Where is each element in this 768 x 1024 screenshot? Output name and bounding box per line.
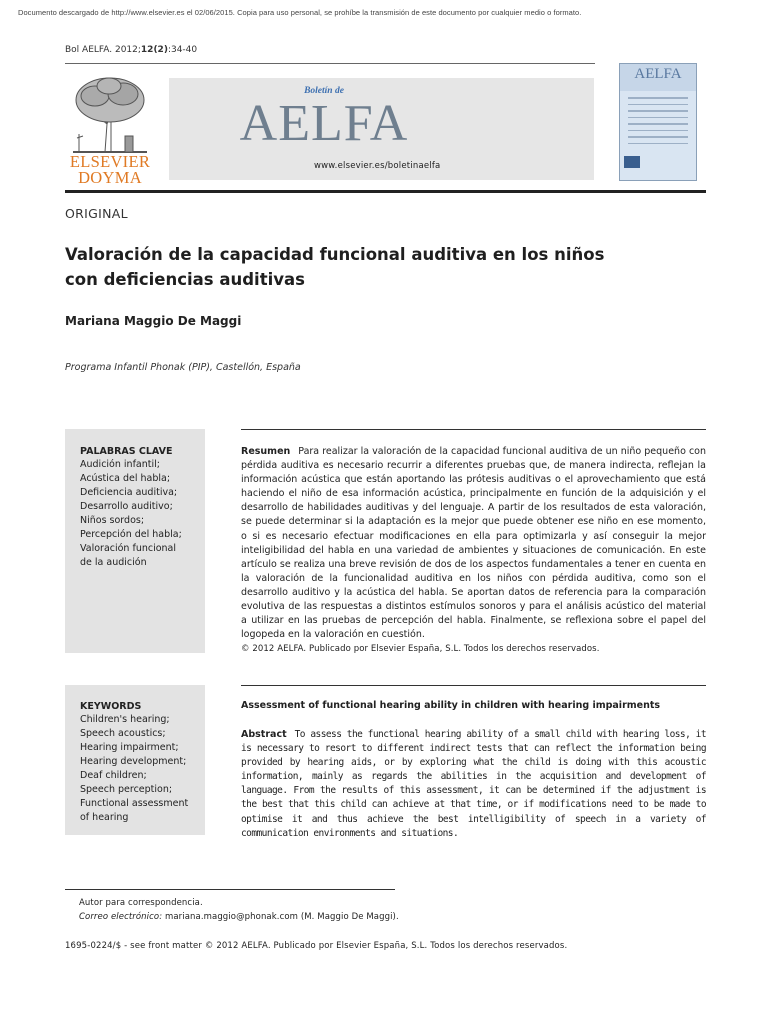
cover-contents xyxy=(628,97,688,149)
keywords-heading: PALABRAS CLAVE xyxy=(80,446,173,457)
keyword-item: of hearing xyxy=(80,812,129,823)
keyword-item: Hearing impairment; xyxy=(80,742,179,753)
keyword-item: Audición infantil; xyxy=(80,459,160,470)
keywords-box-english xyxy=(65,685,205,835)
keyword-item: Speech acoustics; xyxy=(80,728,166,739)
keywords-list xyxy=(80,458,205,570)
keyword-item: Percepción del habla; xyxy=(80,529,182,540)
footnote-email-label: Correo electrónico: xyxy=(79,912,163,922)
citation-prefix: Bol AELFA. 2012; xyxy=(65,45,141,55)
header-top-rule xyxy=(65,63,595,64)
keyword-item: Acústica del habla; xyxy=(80,473,171,484)
correspondence-footnote xyxy=(79,896,399,924)
elsevier-doyma-logo xyxy=(65,74,155,186)
keyword-item: de la audición xyxy=(80,557,147,568)
keywords-box-spanish xyxy=(65,429,205,653)
keyword-item: Functional assessment xyxy=(80,798,189,809)
journal-cover-thumbnail xyxy=(619,63,697,181)
author-name: Mariana Maggio De Maggi xyxy=(65,314,242,328)
logo-text-doyma: DOYMA xyxy=(78,168,142,187)
article-title-line1: Valoración de la capacidad funcional auditiva en los niños xyxy=(65,245,605,264)
author-affiliation: Programa Infantil Phonak (PIP), Castellón, España xyxy=(65,362,301,373)
header-bottom-rule xyxy=(65,190,706,193)
abstract-paragraph xyxy=(241,728,706,841)
article-title xyxy=(65,242,665,292)
keyword-item: Hearing development; xyxy=(80,756,187,767)
abstract-rule xyxy=(241,429,706,430)
section-label: ORIGINAL xyxy=(65,206,128,221)
journal-citation xyxy=(65,45,197,55)
article-title-line2: con deficiencias auditivas xyxy=(65,270,305,289)
download-notice: Documento descargado de http://www.elsevier.es el 02/06/2015. Copia para uso personal, se prohíbe la transmisión de este documento por cualquier medio o formato. xyxy=(18,8,582,17)
copyright-notice: © 2012 AELFA. Publicado por Elsevier España, S.L. Todos los derechos reservados. xyxy=(241,644,600,654)
logo-text-elsevier: ELSEVIER xyxy=(69,152,151,171)
journal-title: AELFA xyxy=(239,95,409,152)
keyword-item: Deaf children; xyxy=(80,770,147,781)
abstract-lead: Abstract xyxy=(241,729,287,740)
issn-line: 1695-0224/$ - see front matter © 2012 AELFA. Publicado por Elsevier España, S.L. Todos los derechos reservados. xyxy=(65,941,568,951)
citation-pages: :34-40 xyxy=(167,45,198,55)
keyword-item: Desarrollo auditivo; xyxy=(80,501,173,512)
keyword-item: Niños sordos; xyxy=(80,515,145,526)
resumen-lead: Resumen xyxy=(241,446,291,457)
cover-logo-icon xyxy=(624,156,640,168)
footnote-email[interactable]: mariana.maggio@phonak.com (M. Maggio De Maggi). xyxy=(162,912,399,922)
footnote-rule xyxy=(65,889,395,890)
english-title: Assessment of functional hearing ability in children with hearing impairments xyxy=(241,700,661,711)
keywords-heading: KEYWORDS xyxy=(80,701,142,712)
keyword-item: Speech perception; xyxy=(80,784,173,795)
abstract-body: To assess the functional hearing ability of a small child with hearing loss, it is necessary to resort to different indirect tests that can reflect the information being provided by hearing aids, or by exploring what the child is doing with this acoustic information, mainly as regards the abilities in the acquisition and development of language. From the results of this assessment, it can be determined if the adjustment is the best that this child can achieve at that time, or if modifications need to be made to optimise it and thus achieve the best intelligibility of speech in a variety of communication environments and situations. xyxy=(241,729,706,839)
journal-url[interactable]: www.elsevier.es/boletinaelfa xyxy=(314,161,441,171)
abstract-rule xyxy=(241,685,706,686)
keyword-item: Children's hearing; xyxy=(80,714,170,725)
keyword-item: Valoración funcional xyxy=(80,543,177,554)
resumen-body: Para realizar la valoración de la capacidad funcional auditiva de un niño pequeño con pérdida auditiva es necesario recurrir a diferentes pruebas que, de manera indirecta, reflejan la información acústica que están aportando las prótesis auditivas o el aprovechamiento que está haciendo el niño de esa información acústica, principalmente en función de la adquisición y el desarrollo de habilidades auditivas y del lenguaje. A partir de los resultados de esta valoración, se puede determinar si la adaptación es la mejor que puede obtener ese niño en ese momento, o si es necesario efectuar modificaciones en ella para optimizarla y así conseguir la mejor inteligibilidad del habla en una variedad de ambientes y situaciones de comunicación. En este artículo se realiza una breve revisión de dos de los aspectos fundamentales a tener en cuenta en la valoración de la funcionalidad auditiva en los niños con pérdida auditiva, como son el desarrollo auditivo y la acústica del habla. Se aportan datos de referencia para la comparación evolutiva de las respuestas a distintos estímulos sonoros y para el análisis acústico del material a utilizar en las pruebas de percepción del habla. Finalmente, se reflexiona sobre el papel del logopeda en la valoración en cuestión. xyxy=(241,446,706,641)
citation-volume: 12(2) xyxy=(140,45,168,55)
keywords-list xyxy=(80,713,205,825)
cover-title: AELFA xyxy=(634,66,682,82)
journal-banner xyxy=(169,78,594,180)
footnote-line1: Autor para correspondencia. xyxy=(79,898,203,908)
tree-icon xyxy=(65,74,155,154)
keyword-item: Deficiencia auditiva; xyxy=(80,487,178,498)
resumen-paragraph xyxy=(241,445,706,642)
journal-subtitle: Boletín de xyxy=(304,86,344,96)
